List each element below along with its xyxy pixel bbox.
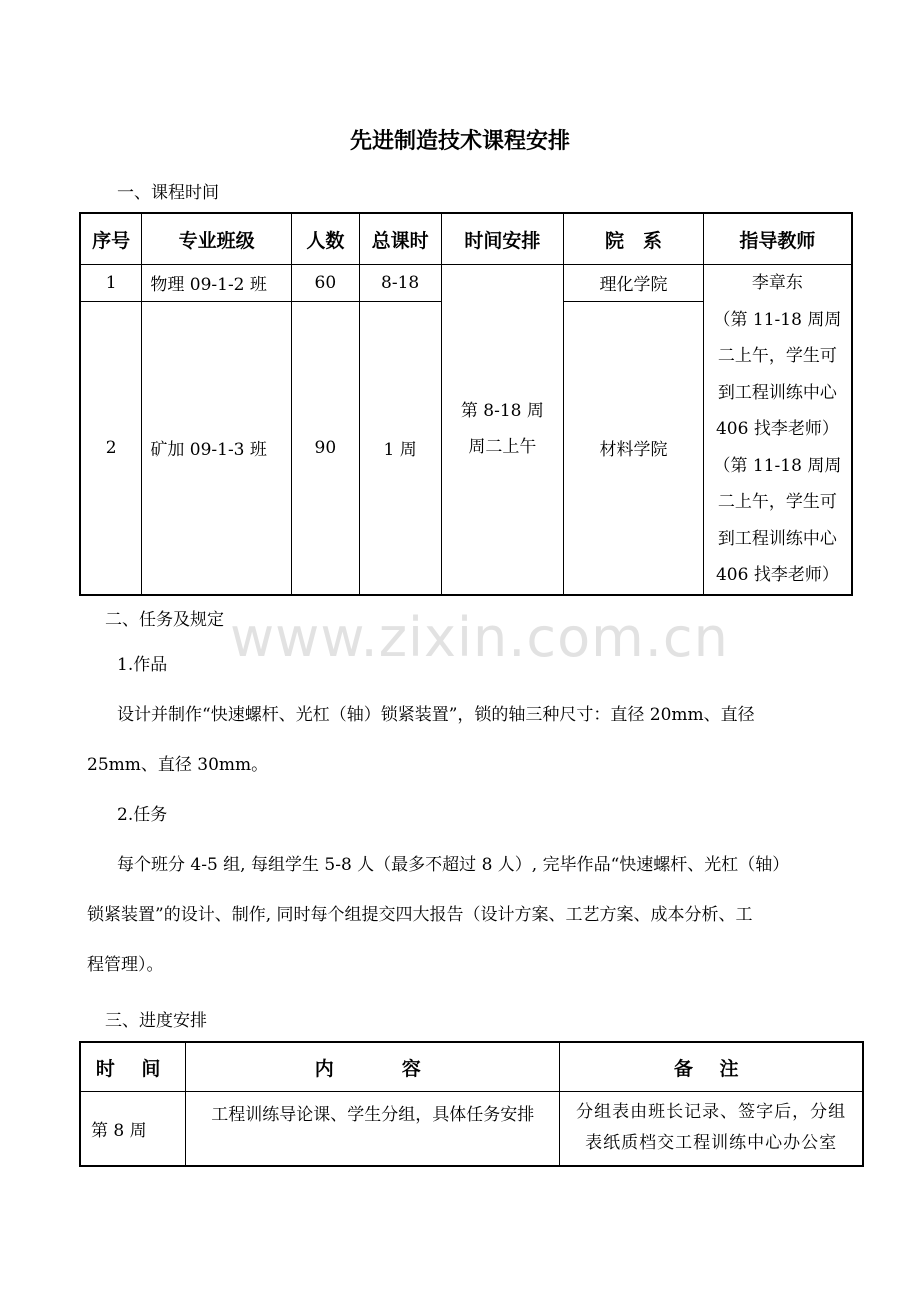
- teacher-line: 到工程训练中心: [717, 382, 837, 403]
- note-cell: [560, 1092, 863, 1166]
- teacher-line: 406 找李老师）: [715, 565, 839, 585]
- time-arrangement-cell: [441, 265, 564, 595]
- page-title: 先进制造技术课程安排: [349, 128, 570, 154]
- time-line-1: 第 8-18 周: [460, 401, 544, 422]
- note-line-2: 表纸质档交工程训练中心办公室: [585, 1133, 838, 1154]
- teacher-line: 二上午，学生可: [717, 346, 837, 366]
- time-line-2: 周二上午: [468, 437, 537, 458]
- row1-no: 1: [80, 265, 142, 302]
- schedule-table: [79, 1041, 864, 1167]
- teacher-cell: [703, 265, 852, 595]
- paragraph-1-line-1: 设计并制作“快速螺杆、光杠（轴）锁紧装置”，锁的轴三种尺寸：直径 20mm、直径: [117, 705, 755, 725]
- note-line-1: 分组表由班长记录、签字后，分组: [576, 1102, 847, 1123]
- row1-dept: 理化学院: [564, 265, 704, 302]
- section-heading-3: 三、进度安排: [105, 1011, 207, 1031]
- header-hours: 总课时: [359, 213, 441, 265]
- teacher-line: 李章东: [751, 273, 803, 293]
- paragraph-2-line-3: 程管理）。: [87, 955, 164, 975]
- teacher-line: 406 找李老师）: [715, 419, 839, 439]
- table-row: [80, 265, 852, 302]
- table-header-row: [80, 1042, 863, 1092]
- header-dept: 院 系: [564, 213, 704, 265]
- section-heading-1: 一、课程时间: [117, 183, 219, 203]
- paragraph-2-line-2: 锁紧装置”的设计、制作, 同时每个组提交四大报告（设计方案、工艺方案、成本分析、工: [87, 905, 753, 925]
- course-time-table: [79, 212, 853, 596]
- paragraph-2-line-1: 每个班分 4-5 组, 每组学生 5-8 人（最多不超过 8 人）, 完毕作品“快速螺杆、光杠（轴）: [117, 855, 790, 875]
- header-time: 时 间: [80, 1042, 186, 1092]
- subheading-1: 1.作品: [117, 655, 168, 675]
- row1-hours: 8-18: [359, 265, 441, 302]
- section-heading-2: 二、任务及规定: [105, 610, 224, 630]
- row2-count: 90: [291, 301, 359, 594]
- teacher-line: （第 11-18 周周: [713, 455, 842, 476]
- row2-no: 2: [80, 301, 142, 594]
- header-class: 专业班级: [142, 213, 292, 265]
- header-time: 时间安排: [441, 213, 564, 265]
- header-no: 序号: [80, 213, 142, 265]
- table-row: [80, 1092, 863, 1166]
- table-header-row: [80, 213, 852, 265]
- row1-count: 60: [291, 265, 359, 302]
- row2-dept: 材料学院: [564, 301, 704, 594]
- row2-hours: 1 周: [359, 301, 441, 594]
- teacher-line: （第 11-18 周周: [713, 309, 842, 330]
- header-teacher: 指导教师: [703, 213, 852, 265]
- week-cell: 第 8 周: [80, 1092, 186, 1166]
- header-note: 备 注: [560, 1042, 863, 1092]
- row2-class: 矿加 09-1-3 班: [142, 301, 292, 594]
- content-cell: 工程训练导论课、学生分组，具体任务安排: [186, 1092, 560, 1166]
- subheading-2: 2.任务: [117, 805, 168, 825]
- paragraph-1-line-2: 25mm、直径 30mm。: [87, 755, 269, 775]
- teacher-line: 到工程训练中心: [717, 528, 837, 549]
- teacher-line: 二上午，学生可: [717, 492, 837, 512]
- header-count: 人数: [291, 213, 359, 265]
- watermark: www.zixin.com.cn: [230, 606, 729, 669]
- row1-class: 物理 09-1-2 班: [142, 265, 292, 302]
- header-content: 内 容: [186, 1042, 560, 1092]
